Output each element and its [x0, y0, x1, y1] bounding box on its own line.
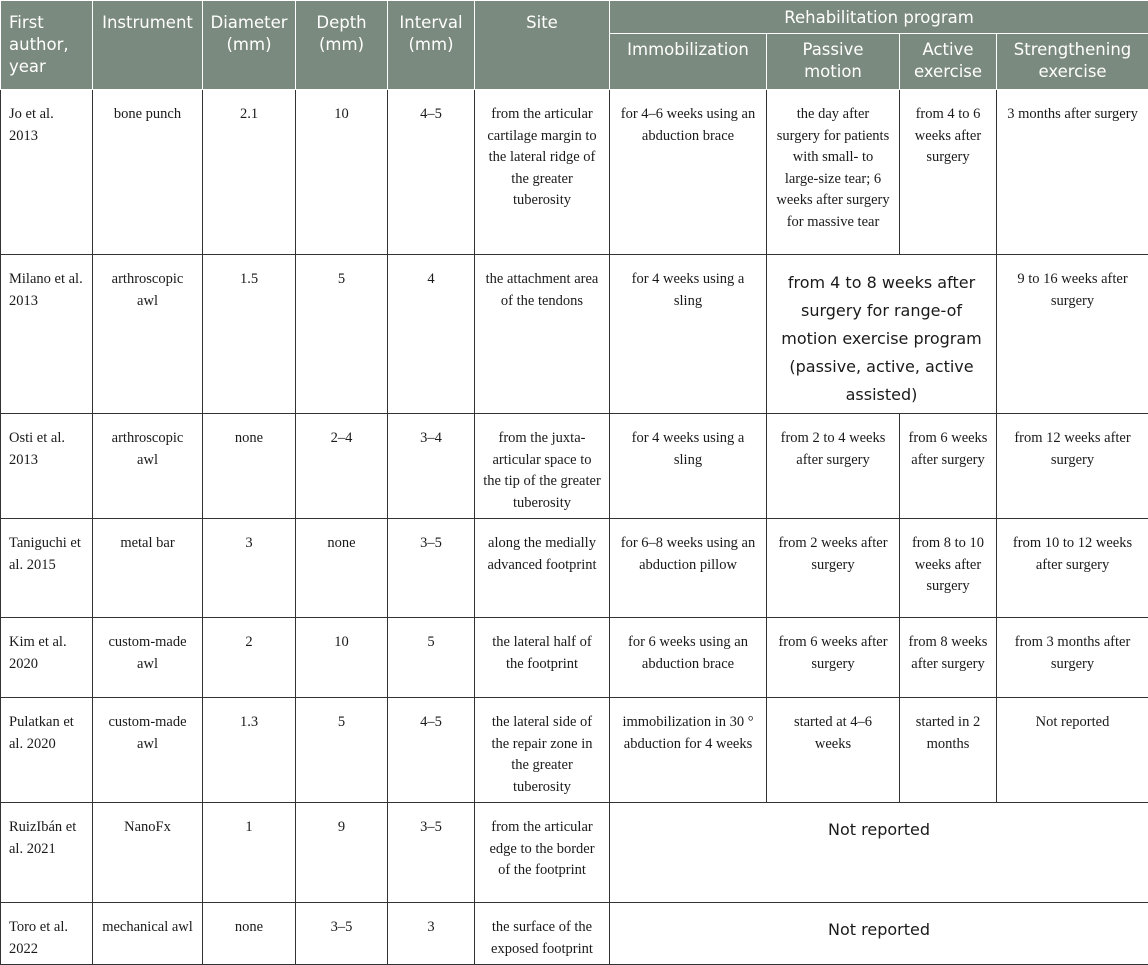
cell-interval: 4 [388, 255, 475, 414]
cell-interval: 3–5 [388, 803, 475, 903]
cell-site: from the articular cartilage margin to the lateral ridge of the greater tuberosity [475, 90, 610, 255]
cell-author: Jo et al. 2013 [1, 90, 93, 255]
cell-depth: 10 [296, 618, 388, 698]
cell-instrument: custom-made awl [93, 618, 203, 698]
table-row [1, 803, 1148, 903]
cell-passive-motion: the day after surgery for patients with small- to large-size tear; 6 weeks after surgery for massive tear [767, 90, 900, 255]
cell-immobilization: immobilization in 30 ° abduction for 4 weeks [610, 698, 767, 803]
header-strengthening-exercise: Strengthening exercise [997, 33, 1148, 89]
cell-diameter: 1.5 [203, 255, 296, 414]
cell-diameter: none [203, 414, 296, 519]
table-row [1, 255, 1148, 414]
header-instrument: Instrument [93, 1, 203, 90]
cell-interval: 3–5 [388, 519, 475, 618]
cell-site: from the juxta-articular space to the tip of the greater tuberosity [475, 414, 610, 519]
header-interval: Interval (mm) [388, 1, 475, 90]
table-row [1, 414, 1148, 519]
cell-depth: 5 [296, 255, 388, 414]
cell-site: the attachment area of the tendons [475, 255, 610, 414]
cell-instrument: NanoFx [93, 803, 203, 903]
cell-diameter: 2.1 [203, 90, 296, 255]
cell-interval: 3 [388, 903, 475, 965]
cell-instrument: metal bar [93, 519, 203, 618]
cell-diameter: 2 [203, 618, 296, 698]
cell-site: along the medially advanced footprint [475, 519, 610, 618]
cell-author: Pulatkan et al. 2020 [1, 698, 93, 803]
table-row [1, 903, 1148, 965]
cell-instrument: bone punch [93, 90, 203, 255]
cell-immobilization: for 4–6 weeks using an abduction brace [610, 90, 767, 255]
cell-strengthening: 9 to 16 weeks after surgery [997, 255, 1148, 414]
cell-active-exercise: from 6 weeks after surgery [900, 414, 997, 519]
cell-instrument: arthroscopic awl [93, 414, 203, 519]
cell-rehab-not-reported: Not reported [610, 803, 1148, 903]
cell-depth: 2–4 [296, 414, 388, 519]
cell-site: the lateral half of the footprint [475, 618, 610, 698]
cell-depth: 9 [296, 803, 388, 903]
cell-passive-motion: from 2 weeks after surgery [767, 519, 900, 618]
cell-site: the lateral side of the repair zone in the greater tuberosity [475, 698, 610, 803]
cell-strengthening: Not reported [997, 698, 1148, 803]
cell-rehab-not-reported: Not reported [610, 903, 1148, 965]
header-rehabilitation-program: Rehabilitation program [610, 1, 1148, 34]
cell-immobilization: for 4 weeks using a sling [610, 414, 767, 519]
cell-site: from the articular edge to the border of the footprint [475, 803, 610, 903]
cell-active-exercise: started in 2 months [900, 698, 997, 803]
header-site: Site [475, 1, 610, 90]
cell-passive-active-combined: from 4 to 8 weeks after surgery for range-of motion exercise program (passive, active, active assisted) [767, 255, 997, 414]
cell-author: RuizIbán et al. 2021 [1, 803, 93, 903]
cell-author: Toro et al. 2022 [1, 903, 93, 965]
cell-strengthening: from 10 to 12 weeks after surgery [997, 519, 1148, 618]
cell-depth: 10 [296, 90, 388, 255]
cell-immobilization: for 6–8 weeks using an abduction pillow [610, 519, 767, 618]
cell-immobilization: for 6 weeks using an abduction brace [610, 618, 767, 698]
cell-active-exercise: from 8 to 10 weeks after surgery [900, 519, 997, 618]
cell-diameter: 1.3 [203, 698, 296, 803]
cell-strengthening: 3 months after surgery [997, 90, 1148, 255]
cell-depth: 5 [296, 698, 388, 803]
cell-immobilization: for 4 weeks using a sling [610, 255, 767, 414]
cell-active-exercise: from 8 weeks after surgery [900, 618, 997, 698]
header-passive-motion: Passive motion [767, 33, 900, 89]
cell-depth: none [296, 519, 388, 618]
cell-interval: 4–5 [388, 698, 475, 803]
cell-interval: 4–5 [388, 90, 475, 255]
cell-passive-motion: from 2 to 4 weeks after surgery [767, 414, 900, 519]
cell-diameter: 3 [203, 519, 296, 618]
table-row [1, 618, 1148, 698]
cell-strengthening: from 3 months after surgery [997, 618, 1148, 698]
table-row [1, 90, 1148, 255]
cell-interval: 3–4 [388, 414, 475, 519]
cell-site: the surface of the exposed footprint [475, 903, 610, 965]
cell-author: Taniguchi et al. 2015 [1, 519, 93, 618]
cell-passive-motion: from 6 weeks after surgery [767, 618, 900, 698]
cell-diameter: 1 [203, 803, 296, 903]
header-immobilization: Immobilization [610, 33, 767, 89]
cell-passive-motion: started at 4–6 weeks [767, 698, 900, 803]
cell-instrument: mechanical awl [93, 903, 203, 965]
cell-author: Milano et al. 2013 [1, 255, 93, 414]
cell-strengthening: from 12 weeks after surgery [997, 414, 1148, 519]
cell-active-exercise: from 4 to 6 weeks after surgery [900, 90, 997, 255]
cell-author: Kim et al. 2020 [1, 618, 93, 698]
header-depth: Depth (mm) [296, 1, 388, 90]
cell-interval: 5 [388, 618, 475, 698]
cell-instrument: custom-made awl [93, 698, 203, 803]
table-row [1, 698, 1148, 803]
cell-depth: 3–5 [296, 903, 388, 965]
header-diameter: Diameter (mm) [203, 1, 296, 90]
cell-diameter: none [203, 903, 296, 965]
header-author: First author, year [1, 1, 93, 90]
cell-author: Osti et al. 2013 [1, 414, 93, 519]
header-active-exercise: Active exercise [900, 33, 997, 89]
cell-instrument: arthroscopic awl [93, 255, 203, 414]
table-row [1, 519, 1148, 618]
